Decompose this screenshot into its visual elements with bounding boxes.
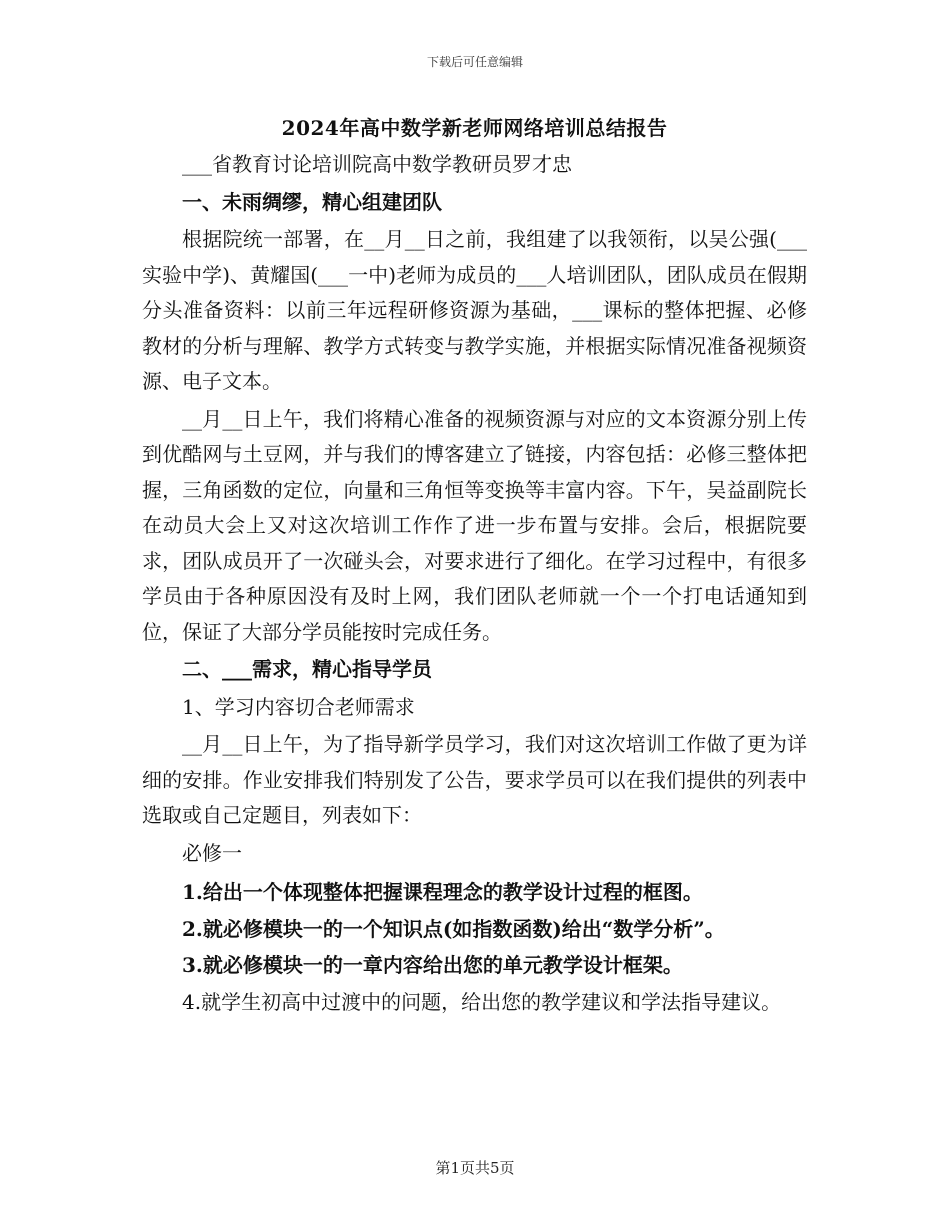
section-1-paragraph-2: __月__日上午，我们将精心准备的视频资源与对应的文本资源分别上传到优酷网与土豆网，并与我们的博客建立了链接，内容包括：必修三整体把握，三角函数的定位，向量和三角恒等变换等丰富内容。下午，吴益副院长在动员大会上又对这次培训工作作了进一步布置与安排。会后，根据院要求，团队成员开了一次碰头会，对要求进行了细化。在学习过程中，有很多学员由于各种原因没有及时上网，我们团队老师就一个一个打电话通知到位，保证了大部分学员能按时完成任务。: [142, 406, 807, 644]
section-2-heading: 二、___需求，精心指导学员: [182, 657, 432, 681]
subsection-1-paragraph: __月__日上午，为了指导新学员学习，我们对这次培训工作做了更为详细的安排。作业安排我们特别发了公告，要求学员可以在我们提供的列表中选取或自己定题目，列表如下：: [142, 732, 807, 827]
header-note: 下载后可任意编辑: [426, 55, 523, 69]
author-line: ___省教育讨论培训院高中数学教研员罗才忠: [182, 152, 572, 176]
page-number: 第1页共5页: [435, 1159, 515, 1177]
document-title: 2024年高中数学新老师网络培训总结报告: [281, 116, 668, 140]
section-1-paragraph-1: 根据院统一部署，在__月__日之前，我组建了以我领衔，以吴公强(___实验中学)、黄耀国(___一中)老师为成员的___人培训团队，团队成员在假期分头准备资料：以前三年远程研修资源为基础，___课标的整体把握、必修教材的分析与理解、教学方式转变与教学实施，并根据实际情况准备视频资源、电子文本。: [142, 227, 807, 393]
list-item: 2.就必修模块一的一个知识点(如指数函数)给出“数学分析”。: [182, 916, 725, 941]
subsection-1-heading: 1、学习内容切合老师需求: [182, 694, 415, 719]
list-item: 3.就必修模块一的一章内容给出您的单元教学设计框架。: [182, 953, 683, 977]
list-item: 1.给出一个体现整体把握课程理念的教学设计过程的框图。: [182, 880, 703, 904]
list-item: 4.就学生初高中过渡中的问题，给出您的教学建议和学法指导建议。: [182, 989, 782, 1014]
section-1-heading: 一、未雨绸缪，精心组建团队: [182, 189, 442, 214]
module-label: 必修一: [182, 840, 242, 865]
document-body: [142, 113, 807, 1022]
